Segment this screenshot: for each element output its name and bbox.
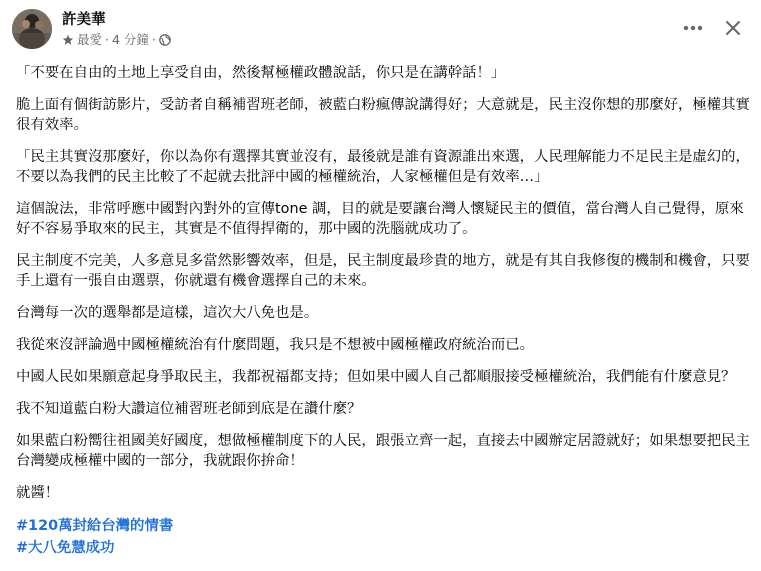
post-paragraph: 這個說法，非常呼應中國對內對外的宣傳tone 調，目的就是要讓台灣人懷疑民主的價值，當台灣人自己覺得，原來好不容易爭取來的民主，其實是不值得捍衛的，那中國的洗腦就成功了。 <box>16 201 744 237</box>
hashtag-link[interactable]: #大八免慧成功 <box>16 540 115 556</box>
post-paragraph: 「不要在自由的土地上享受自由，然後幫極權政體說話，你只是在講幹話！」 <box>16 65 506 81</box>
post-paragraph: 脆上面有個街訪影片，受訪者自稱補習班老師，被藍白粉瘋傳說講得好；大意就是，民主沒你想的那麼好，極權其實很有效率。 <box>16 97 750 133</box>
post-paragraph: 如果藍白粉嚮往祖國美好國度，想做極權制度下的人民，跟張立齊一起，直接去中國辦定居證就好；如果想要把民主台灣變成極權中國的一部分，我就跟你拚命！ <box>16 433 750 469</box>
post-paragraph: 台灣每一次的選舉都是這樣，這次大八免也是。 <box>16 305 319 321</box>
star-icon <box>62 34 74 46</box>
hashtag-list <box>16 515 751 559</box>
post-paragraph: 就醬！ <box>16 485 60 501</box>
post-paragraph: 「民主其實沒那麼好，你以為你有選擇其實並沒有，最後就是誰有資源誰出來選，人民理解能力不足民主是虛幻的，不要以為我們的民主比較了不起就去批評中國的極權統治，人家極權但是有效率…」 <box>16 149 750 185</box>
post-paragraph: 我不知道藍白粉大讚這位補習班老師到底是在讚什麼？ <box>16 401 362 417</box>
post-time[interactable]: 4 分鐘 <box>112 32 149 47</box>
more-icon[interactable] <box>681 16 705 40</box>
globe-icon <box>159 34 171 46</box>
post-header <box>12 8 749 52</box>
close-icon[interactable] <box>721 16 745 40</box>
author-name[interactable]: 許美華 <box>62 12 106 28</box>
post-body <box>16 63 751 559</box>
meta-separator: · <box>105 32 109 47</box>
meta-separator: · <box>151 32 156 47</box>
post-meta <box>62 32 171 48</box>
avatar[interactable] <box>12 9 52 49</box>
hashtag-link[interactable]: #120萬封給台灣的情書 <box>16 518 174 534</box>
post-paragraph: 民主制度不完美，人多意見多當然影響效率，但是，民主制度最珍貴的地方，就是有其自我修復的機制和機會，只要手上還有一張自由選票，你就還有機會選擇自己的未來。 <box>16 253 750 289</box>
post-paragraph: 中國人民如果願意起身爭取民主，我都祝福都支持；但如果中國人自己都順服接受極權統治，我們能有什麼意見？ <box>16 369 736 385</box>
avatar-image <box>12 9 52 49</box>
post-paragraph: 我從來沒評論過中國極權統治有什麼問題，我只是不想被中國極權政府統治而已。 <box>16 337 535 353</box>
favorite-label: 最愛 <box>77 32 103 47</box>
